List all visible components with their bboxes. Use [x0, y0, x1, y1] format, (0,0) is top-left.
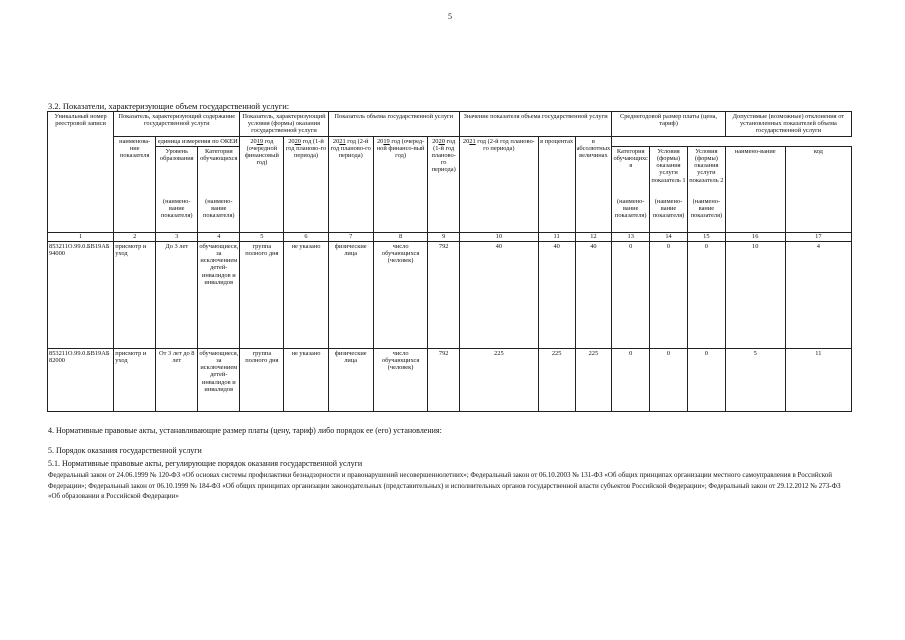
table-cell: 0	[650, 241, 688, 348]
section-4-heading: 4. Нормативные правовые акты, устанавливающие размер платы (цену, тариф) либо порядок ее (его) установления:	[48, 426, 442, 435]
header-sub-category-2: Категория обучающихся (наимено-вание показателя)	[612, 146, 650, 232]
header-conditions: Показатель, характеризующий условия (формы) оказания государственной услуги	[240, 112, 328, 137]
column-number: 10	[459, 232, 538, 241]
header-sub-condition-1: Условия (формы) оказания услуги показатель 1 (наимено-вание показателя)	[650, 146, 688, 232]
table-cell: 225	[575, 348, 612, 411]
table-cell: 0	[650, 348, 688, 411]
header-value-year-3: 2021 год (2-й год планово-го периода)	[328, 136, 373, 232]
table-cell: не указано	[284, 348, 328, 411]
column-number: 4	[198, 232, 240, 241]
table-cell: не указано	[284, 241, 328, 348]
table-cell: группа полного дня	[240, 241, 284, 348]
volume-indicators-table	[47, 111, 852, 412]
table-cell: обучающиеся, за исключением детей-инвалидов и инвалидов	[198, 241, 240, 348]
header-sub-condition-2: Условия (формы) оказания услуги показатель 2 (наимено-вание показателя)	[687, 146, 725, 232]
column-number: 13	[612, 232, 650, 241]
table-cell: физические лица	[328, 348, 373, 411]
table-cell: группа полного дня	[240, 348, 284, 411]
table-row	[48, 348, 852, 411]
header-sub-category-1: Категория обучающихся (наимено-вание показателя)	[198, 146, 240, 232]
table-cell: 225	[459, 348, 538, 411]
page-number: 5	[448, 12, 452, 21]
table-cell: обучающиеся, за исключением детей-инвалидов и инвалидов	[198, 348, 240, 411]
column-number: 9	[428, 232, 460, 241]
table-cell: присмотр и уход	[114, 348, 156, 411]
table-cell: 0	[612, 348, 650, 411]
column-number: 14	[650, 232, 688, 241]
table-cell: число обучающихся (человек)	[373, 348, 428, 411]
table-cell: 11	[785, 348, 851, 411]
column-number: 16	[725, 232, 785, 241]
column-number: 12	[575, 232, 612, 241]
table-cell: До 3 лет	[156, 241, 198, 348]
column-number: 8	[373, 232, 428, 241]
column-number: 11	[538, 232, 575, 241]
table-cell: 0	[687, 241, 725, 348]
table-cell: 40	[575, 241, 612, 348]
table-cell: 4	[785, 241, 851, 348]
header-dev-percent: в процентах	[538, 136, 575, 232]
table-cell: 853211О.99.0.БВ19АБ82000	[48, 348, 114, 411]
table-cell: 40	[538, 241, 575, 348]
column-number: 6	[284, 232, 328, 241]
table-row	[48, 241, 852, 348]
column-number: 1	[48, 232, 114, 241]
section-5-heading: 5. Порядок оказания государственной услуги	[48, 446, 202, 455]
header-content: Показатель, характеризующий содержание государственной услуги	[114, 112, 240, 137]
table-cell: 792	[428, 348, 460, 411]
header-row-1	[48, 112, 852, 137]
header-value-year-2: 2020 год (1-й год планово-го периода)	[284, 136, 328, 232]
header-okei: единица измерения по ОКЕИ	[156, 136, 240, 146]
table-cell: 225	[538, 348, 575, 411]
header-price-year-3: 2021 год (2-й год планово-го периода)	[459, 136, 538, 232]
header-unique-number: Уникальный номер реестровой записи	[48, 112, 114, 233]
header-volume-name: наименова-ние показателя	[114, 136, 156, 232]
header-value-year-1: 2019 год (очередной финансовый год)	[240, 136, 284, 232]
table-cell: 10	[725, 241, 785, 348]
header-value: Значение показателя объема государственной услуги	[459, 112, 611, 137]
column-number: 3	[156, 232, 198, 241]
table-cell: число обучающихся (человек)	[373, 241, 428, 348]
table-caption: 3.2. Показатели, характеризующие объем государственной услуги:	[48, 101, 290, 111]
column-number: 2	[114, 232, 156, 241]
header-price-year-1: 2019 год (очеред-ной финансо-вый год)	[373, 136, 428, 232]
section-5-1-heading: 5.1. Нормативные правовые акты, регулирующие порядок оказания государственной услуги	[48, 459, 363, 468]
table-cell: физические лица	[328, 241, 373, 348]
column-number-row	[48, 232, 852, 241]
column-number: 17	[785, 232, 851, 241]
header-deviation: Допустимые (возможные) отклонения от установленных показателей объема государственной услуги	[725, 112, 851, 137]
header-okei-name: наимено-вание	[725, 146, 785, 232]
header-price-year-2: 2020 год (1-й год планово-го периода)	[428, 136, 460, 232]
table-cell: 40	[459, 241, 538, 348]
table-cell: 5	[725, 348, 785, 411]
header-sub-level: Уровень образования (наимено-вание показателя)	[156, 146, 198, 232]
header-okei-code: код	[785, 146, 851, 232]
header-row-2	[48, 136, 852, 146]
column-number: 7	[328, 232, 373, 241]
table-cell: 792	[428, 241, 460, 348]
table-cell: От 3 лет до 8 лет	[156, 348, 198, 411]
header-volume: Показатель объема государственной услуги	[328, 112, 459, 137]
column-number: 5	[240, 232, 284, 241]
table-cell: 0	[612, 241, 650, 348]
table-cell: 0	[687, 348, 725, 411]
laws-text: Федеральный закон от 24.06.1999 № 120-ФЗ «Об основах системы профилактики безнадзорности и правонарушений несовершеннолетних»; Федеральный закон от 06.10.2003 № 131-ФЗ «Об общих принципах организации местного самоуправления в Российской Федерации»; Федеральный закон от 06.10.1999 № 184-ФЗ «Об общих принципах организации законодательных (представительных) и исполнительных органов государственной власти субъектов Российской Федерации»; Федеральный закон от 29.12.2012 № 273-ФЗ «Об образовании в Российской Федерации»	[48, 471, 841, 500]
header-price: Среднегодовой размер платы (цена, тариф)	[612, 112, 726, 137]
table-cell: присмотр и уход	[114, 241, 156, 348]
header-dev-absolute: в абсолютных величинах	[575, 136, 612, 232]
table-cell: 853211О.99.0.БВ19АБ94000	[48, 241, 114, 348]
column-number: 15	[687, 232, 725, 241]
